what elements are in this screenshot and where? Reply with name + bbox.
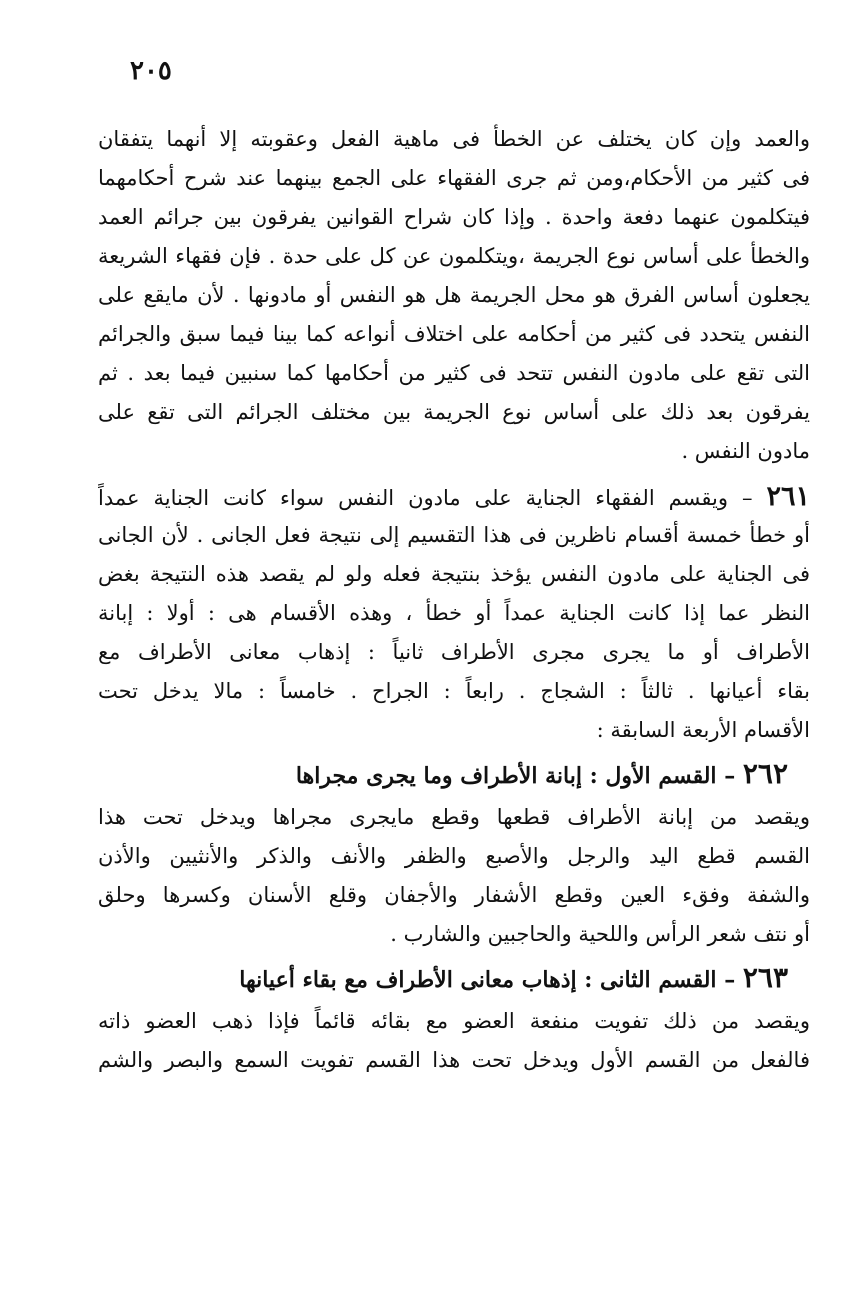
section-heading-263 xyxy=(98,954,810,1002)
text-line: أو نتف شعر الرأس واللحية والحاجبين والشارب . xyxy=(390,922,810,946)
section-number: ٢٦٣ xyxy=(742,961,788,994)
text-line: ويقصد من ذلك تفويت منفعة العضو مع بقائه قائماً فإذا ذهب العضو ذاته xyxy=(98,1009,810,1033)
section-title: – القسم الثانى : إذهاب معانى الأطراف مع بقاء أعيانها xyxy=(239,967,736,993)
paragraph-intro xyxy=(98,120,810,471)
text-line: يفرقون بعد ذلك على أساس نوع الجريمة بين مختلف الجرائم التى تقع على xyxy=(98,400,810,424)
paragraph-263 xyxy=(98,1002,810,1080)
text-line: القسم قطع اليد والرجل والأصبع والظفر والأنف والذكر والأنثيين والأذن xyxy=(98,844,810,868)
paragraph-first-line: – ويقسم الفقهاء الجناية على مادون النفس سواء كانت الجناية عمداً xyxy=(98,486,753,510)
text-line: النفس يتحدد فى كثير من أحكامه على اختلاف أنواعه كما بينا فيما سبق والجرائم xyxy=(98,322,810,346)
section-heading-262 xyxy=(98,750,810,798)
text-line: فى الجناية على مادون النفس يؤخذ بنتيجة فعله ولو لم يقصد هذه النتيجة بغض xyxy=(98,562,810,586)
text-line: فالفعل من القسم الأول ويدخل تحت هذا القسم تفويت السمع والبصر والشم xyxy=(98,1048,810,1072)
text-line: أو خطأ خمسة أقسام ناظرين فى هذا التقسيم إلى نتيجة فعل الجانى . لأن الجانى xyxy=(98,523,810,547)
page-number: ٢٠٥ xyxy=(130,56,172,86)
text-line: فيتكلمون عنهما دفعة واحدة . وإذا كان شراح القوانين يفرقون بين جرائم العمد xyxy=(98,205,810,229)
text-line: التى تقع على مادون النفس تتحد فى كثير من أحكامها كما سنبين فيما بعد . ثم xyxy=(98,361,810,385)
text-line xyxy=(98,477,810,516)
body-text xyxy=(98,120,810,1080)
text-line: النظر عما إذا كانت الجناية عمداً أو خطأ ، وهذه الأقسام هى : أولا : إبانة xyxy=(98,601,810,625)
text-line: والشفة وفقء العين وقطع الأشفار والأجفان وقلع الأسنان وكسرها وحلق xyxy=(98,883,810,907)
paragraph-number: ٢٦١ xyxy=(766,481,810,512)
text-line: الأقسام الأربعة السابقة : xyxy=(596,718,810,742)
paragraph-261 xyxy=(98,477,810,750)
text-line: ويقصد من إبانة الأطراف قطعها وقطع مايجرى مجراها ويدخل تحت هذا xyxy=(98,805,810,829)
text-line: مادون النفس . xyxy=(681,439,810,463)
text-line: الأطراف أو ما يجرى مجرى الأطراف ثانياً : إذهاب معانى الأطراف مع xyxy=(98,640,810,664)
section-number: ٢٦٢ xyxy=(742,757,788,790)
text-line: فى كثير من الأحكام،ومن ثم جرى الفقهاء على الجمع بينهما عند شرح أحكامهما xyxy=(98,166,810,190)
text-line: والخطأ على أساس نوع الجريمة ،ويتكلمون عن كل على حدة . فإن فقهاء الشريعة xyxy=(98,244,810,268)
text-line: والعمد وإن كان يختلف عن الخطأ فى ماهية الفعل وعقوبته إلا أنهما يتفقان xyxy=(98,127,810,151)
text-line: يجعلون أساس الفرق هو محل الجريمة هل هو النفس أو مادونها . لأن مايقع على xyxy=(98,283,810,307)
text-line: بقاء أعيانها . ثالثاً : الشجاج . رابعاً : الجراح . خامساً : مالا يدخل تحت xyxy=(98,679,810,703)
paragraph-262 xyxy=(98,798,810,954)
section-title: – القسم الأول : إبانة الأطراف وما يجرى مجراها xyxy=(295,763,736,789)
